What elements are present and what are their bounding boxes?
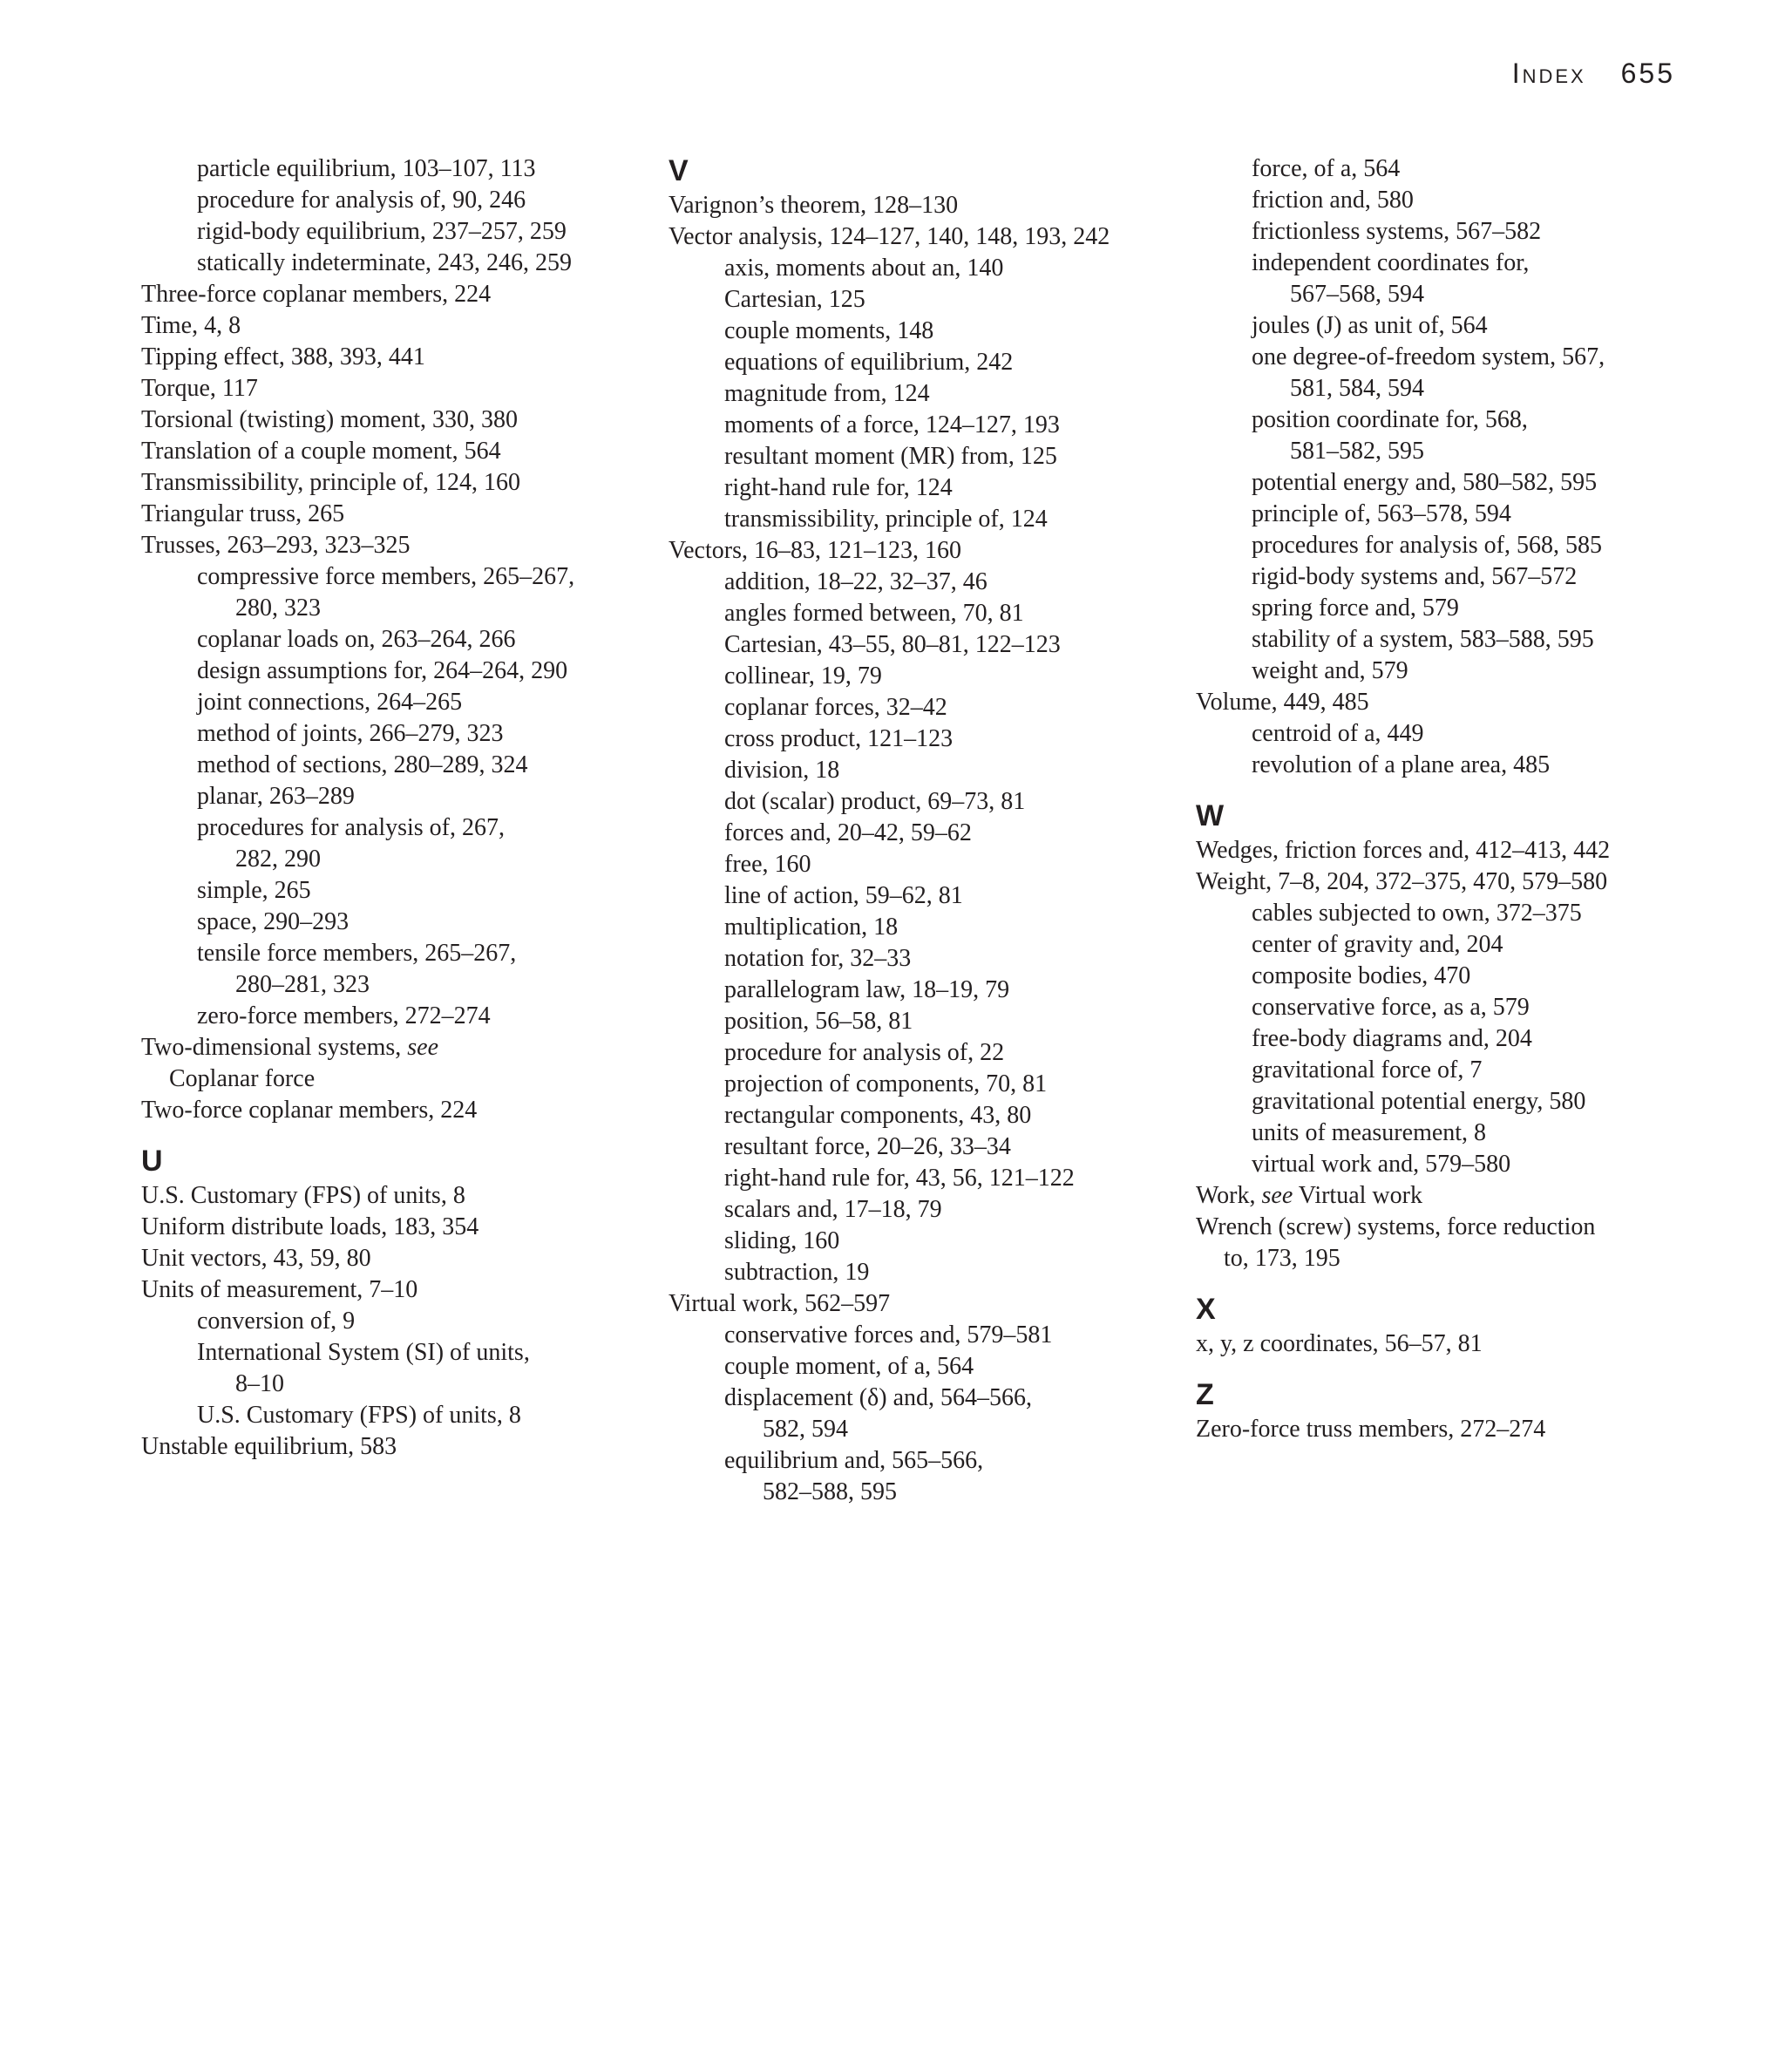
entry-text: Trusses, 263–293, 323–325 bbox=[141, 532, 411, 559]
entry-text: Vector analysis, 124–127, 140, 148, 193, 242 bbox=[669, 223, 1110, 250]
entry-text: displacement (δ) and, 564–566, bbox=[724, 1384, 1032, 1411]
entry-text: U.S. Customary (FPS) of units, 8 bbox=[197, 1402, 521, 1429]
entry-text: units of measurement, 8 bbox=[1252, 1119, 1487, 1146]
index-subentry bbox=[669, 1257, 1183, 1288]
entry-text: Zero-force truss members, 272–274 bbox=[1196, 1416, 1546, 1443]
entry-text: frictionless systems, 567–582 bbox=[1252, 218, 1542, 245]
entry-text: Transmissibility, principle of, 124, 160 bbox=[141, 469, 521, 496]
index-subentry bbox=[1196, 530, 1719, 561]
entry-text: equilibrium and, 565–566, bbox=[724, 1447, 984, 1474]
index-subentry bbox=[141, 1369, 655, 1400]
entry-text: weight and, 579 bbox=[1252, 657, 1408, 684]
index-subentry bbox=[1196, 1023, 1719, 1055]
index-entry bbox=[1196, 687, 1719, 718]
entry-text: method of joints, 266–279, 323 bbox=[197, 720, 504, 747]
index-subentry bbox=[669, 316, 1183, 347]
index-subentry bbox=[669, 1351, 1183, 1382]
entry-text: compressive force members, 265–267, bbox=[197, 563, 575, 590]
entry-text: independent coordinates for, bbox=[1252, 249, 1530, 276]
index-subentry bbox=[1196, 153, 1719, 185]
index-subentry bbox=[141, 1337, 655, 1369]
entry-text: Cartesian, 43–55, 80–81, 122–123 bbox=[724, 631, 1061, 658]
entry-text: collinear, 19, 79 bbox=[724, 662, 882, 690]
entry-text: Unstable equilibrium, 583 bbox=[141, 1433, 397, 1460]
entry-text: spring force and, 579 bbox=[1252, 594, 1459, 622]
index-entry bbox=[141, 1095, 655, 1126]
entry-text: 581, 584, 594 bbox=[1290, 375, 1424, 402]
entry-text: tensile force members, 265–267, bbox=[197, 940, 517, 967]
entry-text: method of sections, 280–289, 324 bbox=[197, 751, 528, 778]
index-subentry bbox=[141, 1001, 655, 1032]
entry-text: Wrench (screw) systems, force reduction bbox=[1196, 1213, 1596, 1240]
index-subentry bbox=[669, 724, 1183, 755]
index-subentry bbox=[669, 1163, 1183, 1194]
index-subentry bbox=[141, 812, 655, 844]
index-subentry bbox=[141, 1063, 655, 1095]
index-entry bbox=[141, 1212, 655, 1243]
entry-text: Coplanar force bbox=[169, 1065, 316, 1092]
entry-text: 8–10 bbox=[235, 1370, 284, 1397]
entry-text-after: Virtual work bbox=[1293, 1182, 1422, 1209]
entry-text: Triangular truss, 265 bbox=[141, 500, 345, 527]
entry-text: subtraction, 19 bbox=[724, 1259, 870, 1286]
index-subentry bbox=[669, 1006, 1183, 1037]
entry-text: parallelogram law, 18–19, 79 bbox=[724, 976, 1010, 1003]
section-letter: W bbox=[1196, 799, 1225, 832]
index-subentry bbox=[141, 875, 655, 907]
index-subentry bbox=[141, 718, 655, 750]
entry-text: couple moments, 148 bbox=[724, 317, 934, 344]
index-entry bbox=[141, 1243, 655, 1274]
index-entry bbox=[1196, 1328, 1719, 1360]
entry-text: Units of measurement, 7–10 bbox=[141, 1276, 418, 1303]
index-subentry bbox=[669, 1445, 1183, 1477]
entry-text: centroid of a, 449 bbox=[1252, 720, 1424, 747]
entry-text: U.S. Customary (FPS) of units, 8 bbox=[141, 1182, 465, 1209]
index-subentry bbox=[1196, 248, 1719, 279]
entry-text: transmissibility, principle of, 124 bbox=[724, 506, 1048, 533]
entry-text: 582, 594 bbox=[763, 1416, 848, 1443]
section-letter: X bbox=[1196, 1293, 1216, 1326]
index-subentry bbox=[141, 185, 655, 216]
index-subentry bbox=[1196, 467, 1719, 499]
index-subentry bbox=[141, 750, 655, 781]
entry-text: Torque, 117 bbox=[141, 375, 258, 402]
index-subentry bbox=[1196, 185, 1719, 216]
index-subentry bbox=[669, 472, 1183, 504]
index-subentry bbox=[1196, 436, 1719, 467]
entry-text: magnitude from, 124 bbox=[724, 380, 930, 407]
index-subentry bbox=[1196, 404, 1719, 436]
entry-text: equations of equilibrium, 242 bbox=[724, 349, 1014, 376]
entry-text: position coordinate for, 568, bbox=[1252, 406, 1528, 433]
index-subentry bbox=[141, 624, 655, 656]
index-subentry bbox=[141, 593, 655, 624]
entry-text: one degree-of-freedom system, 567, bbox=[1252, 343, 1605, 370]
running-title: Index bbox=[1511, 58, 1586, 89]
entry-text: right-hand rule for, 124 bbox=[724, 474, 953, 501]
index-subentry bbox=[1196, 499, 1719, 530]
entry-text: Translation of a couple moment, 564 bbox=[141, 438, 501, 465]
entry-text: Three-force coplanar members, 224 bbox=[141, 281, 492, 308]
entry-text: division, 18 bbox=[724, 757, 840, 784]
entry-text: couple moment, of a, 564 bbox=[724, 1353, 974, 1380]
index-subentry bbox=[1196, 1149, 1719, 1180]
entry-text: rectangular components, 43, 80 bbox=[724, 1102, 1032, 1129]
index-subentry bbox=[141, 561, 655, 593]
index-entry bbox=[141, 342, 655, 373]
entry-text: angles formed between, 70, 81 bbox=[724, 600, 1024, 627]
index-subentry bbox=[669, 598, 1183, 629]
index-subentry bbox=[669, 1226, 1183, 1257]
index-subentry bbox=[669, 1100, 1183, 1131]
entry-text: conversion of, 9 bbox=[197, 1308, 356, 1335]
entry-text: dot (scalar) product, 69–73, 81 bbox=[724, 788, 1026, 815]
entry-text: Virtual work, 562–597 bbox=[669, 1290, 891, 1317]
entry-text: particle equilibrium, 103–107, 113 bbox=[197, 155, 536, 182]
entry-text: addition, 18–22, 32–37, 46 bbox=[724, 568, 988, 595]
index-subentry bbox=[669, 1382, 1183, 1414]
index-subentry bbox=[1196, 898, 1719, 929]
entry-text: to, 173, 195 bbox=[1224, 1245, 1340, 1272]
entry-text: stability of a system, 583–588, 595 bbox=[1252, 626, 1594, 653]
index-subentry bbox=[669, 1194, 1183, 1226]
entry-text: zero-force members, 272–274 bbox=[197, 1002, 491, 1029]
index-entry bbox=[1196, 1414, 1719, 1445]
index-entry bbox=[1196, 1180, 1719, 1212]
entry-text: line of action, 59–62, 81 bbox=[724, 882, 963, 909]
entry-text: notation for, 32–33 bbox=[724, 945, 912, 972]
entry-text: procedure for analysis of, 22 bbox=[724, 1039, 1005, 1066]
section-letter: Z bbox=[1196, 1378, 1214, 1411]
index-subentry bbox=[669, 1037, 1183, 1069]
entry-text: statically indeterminate, 243, 246, 259 bbox=[197, 249, 573, 276]
index-entry bbox=[141, 310, 655, 342]
index-column-2 bbox=[669, 153, 1183, 1508]
entry-text: position, 56–58, 81 bbox=[724, 1008, 913, 1035]
index-entry bbox=[141, 467, 655, 499]
index-entry bbox=[1196, 835, 1719, 866]
index-subentry bbox=[141, 1306, 655, 1337]
index-subentry bbox=[669, 786, 1183, 818]
index-subentry bbox=[669, 284, 1183, 316]
entry-text: center of gravity and, 204 bbox=[1252, 931, 1503, 958]
section-letter: V bbox=[669, 154, 689, 187]
index-subentry bbox=[669, 1477, 1183, 1508]
entry-text: friction and, 580 bbox=[1252, 187, 1414, 214]
entry-text: simple, 265 bbox=[197, 877, 311, 904]
index-subentry bbox=[141, 907, 655, 938]
entry-text: cross product, 121–123 bbox=[724, 725, 954, 752]
entry-text: Wedges, friction forces and, 412–413, 442 bbox=[1196, 837, 1611, 864]
index-subentry bbox=[1196, 561, 1719, 593]
entry-text: multiplication, 18 bbox=[724, 914, 899, 941]
index-subentry bbox=[669, 629, 1183, 661]
index-entry bbox=[141, 1032, 655, 1063]
index-subentry bbox=[1196, 1243, 1719, 1274]
entry-text: International System (SI) of units, bbox=[197, 1339, 530, 1366]
index-subentry bbox=[669, 943, 1183, 975]
index-subentry bbox=[669, 818, 1183, 849]
index-subentry bbox=[669, 1320, 1183, 1351]
entry-text: moments of a force, 124–127, 193 bbox=[724, 411, 1060, 438]
entry-text: gravitational force of, 7 bbox=[1252, 1056, 1483, 1084]
entry-text: design assumptions for, 264–264, 290 bbox=[197, 657, 568, 684]
entry-text: procedures for analysis of, 568, 585 bbox=[1252, 532, 1603, 559]
index-subentry bbox=[1196, 279, 1719, 310]
entry-text: Vectors, 16–83, 121–123, 160 bbox=[669, 537, 961, 564]
index-subentry bbox=[669, 849, 1183, 880]
entry-text: right-hand rule for, 43, 56, 121–122 bbox=[724, 1165, 1075, 1192]
index-subentry bbox=[669, 441, 1183, 472]
entry-text: joules (J) as unit of, 564 bbox=[1252, 312, 1488, 339]
entry-text: 582–588, 595 bbox=[763, 1478, 897, 1505]
entry-text: Unit vectors, 43, 59, 80 bbox=[141, 1245, 371, 1272]
entry-text: coplanar loads on, 263–264, 266 bbox=[197, 626, 516, 653]
entry-text: procedures for analysis of, 267, bbox=[197, 814, 506, 841]
index-subentry bbox=[141, 781, 655, 812]
entry-text: Time, 4, 8 bbox=[141, 312, 241, 339]
index-subentry bbox=[1196, 342, 1719, 373]
entry-text: Uniform distribute loads, 183, 354 bbox=[141, 1213, 479, 1240]
index-column-3 bbox=[1196, 153, 1719, 1445]
index-subentry bbox=[1196, 961, 1719, 992]
index-subentry bbox=[669, 1069, 1183, 1100]
page-header bbox=[1512, 58, 1675, 90]
index-subentry bbox=[141, 938, 655, 969]
entry-text: Volume, 449, 485 bbox=[1196, 689, 1369, 716]
see-reference: see bbox=[1261, 1182, 1293, 1209]
index-subentry bbox=[669, 880, 1183, 912]
section-letter: U bbox=[141, 1145, 163, 1178]
index-entry bbox=[141, 1180, 655, 1212]
index-subentry bbox=[1196, 1086, 1719, 1118]
see-reference: see bbox=[407, 1034, 439, 1061]
entry-text: free, 160 bbox=[724, 851, 811, 878]
entry-text: 280–281, 323 bbox=[235, 971, 370, 998]
index-subentry bbox=[1196, 750, 1719, 781]
index-subentry bbox=[669, 1414, 1183, 1445]
entry-text: free-body diagrams and, 204 bbox=[1252, 1025, 1532, 1052]
entry-text: rigid-body systems and, 567–572 bbox=[1252, 563, 1578, 590]
index-subentry bbox=[669, 253, 1183, 284]
index-subentry bbox=[1196, 216, 1719, 248]
index-subentry bbox=[1196, 1055, 1719, 1086]
entry-text: Two-dimensional systems, bbox=[141, 1034, 408, 1061]
entry-text: joint connections, 264–265 bbox=[197, 689, 463, 716]
index-entry bbox=[141, 499, 655, 530]
index-subentry bbox=[141, 1400, 655, 1431]
page-number: 655 bbox=[1620, 58, 1675, 89]
entry-text: 581–582, 595 bbox=[1290, 438, 1424, 465]
index-entry bbox=[669, 221, 1183, 253]
index-subentry bbox=[1196, 992, 1719, 1023]
index-entry bbox=[141, 404, 655, 436]
index-subentry bbox=[669, 410, 1183, 441]
index-subentry bbox=[1196, 373, 1719, 404]
index-entry bbox=[1196, 1212, 1719, 1243]
index-subentry bbox=[1196, 1118, 1719, 1149]
entry-text: space, 290–293 bbox=[197, 908, 350, 935]
entry-text: Tipping effect, 388, 393, 441 bbox=[141, 343, 425, 370]
entry-text: procedure for analysis of, 90, 246 bbox=[197, 187, 526, 214]
entry-text: Torsional (twisting) moment, 330, 380 bbox=[141, 406, 519, 433]
entry-text: rigid-body equilibrium, 237–257, 259 bbox=[197, 218, 567, 245]
index-subentry bbox=[141, 216, 655, 248]
index-subentry bbox=[141, 969, 655, 1001]
index-subentry bbox=[141, 844, 655, 875]
index-subentry bbox=[141, 656, 655, 687]
index-entry bbox=[141, 279, 655, 310]
index-subentry bbox=[669, 692, 1183, 724]
index-entry bbox=[669, 535, 1183, 567]
index-entry bbox=[669, 190, 1183, 221]
entry-text: planar, 263–289 bbox=[197, 783, 355, 810]
index-subentry bbox=[1196, 593, 1719, 624]
entry-text: scalars and, 17–18, 79 bbox=[724, 1196, 942, 1223]
index-subentry bbox=[1196, 310, 1719, 342]
index-subentry bbox=[669, 378, 1183, 410]
index-subentry bbox=[669, 912, 1183, 943]
entry-text: virtual work and, 579–580 bbox=[1252, 1151, 1511, 1178]
entry-text: Weight, 7–8, 204, 372–375, 470, 579–580 bbox=[1196, 868, 1608, 895]
entry-text: forces and, 20–42, 59–62 bbox=[724, 819, 972, 846]
index-subentry bbox=[141, 248, 655, 279]
index-subentry bbox=[1196, 718, 1719, 750]
entry-text: composite bodies, 470 bbox=[1252, 962, 1471, 989]
entry-text: x, y, z coordinates, 56–57, 81 bbox=[1196, 1330, 1483, 1357]
entry-text: projection of components, 70, 81 bbox=[724, 1070, 1048, 1097]
index-subentry bbox=[669, 1131, 1183, 1163]
entry-text: 280, 323 bbox=[235, 594, 321, 622]
index-subentry bbox=[669, 347, 1183, 378]
index-subentry bbox=[1196, 929, 1719, 961]
index-entry bbox=[141, 1431, 655, 1463]
index-subentry bbox=[1196, 656, 1719, 687]
index-entry bbox=[1196, 866, 1719, 898]
entry-text: resultant moment (MR) from, 125 bbox=[724, 443, 1057, 470]
entry-text: Varignon’s theorem, 128–130 bbox=[669, 192, 959, 219]
index-subentry bbox=[141, 687, 655, 718]
index-subentry bbox=[141, 153, 655, 185]
entry-text: Cartesian, 125 bbox=[724, 286, 865, 313]
index-entry bbox=[141, 1274, 655, 1306]
entry-text: cables subjected to own, 372–375 bbox=[1252, 900, 1582, 927]
entry-text: sliding, 160 bbox=[724, 1227, 840, 1254]
index-subentry bbox=[1196, 624, 1719, 656]
entry-text: coplanar forces, 32–42 bbox=[724, 694, 947, 721]
entry-text: 282, 290 bbox=[235, 846, 321, 873]
index-entry bbox=[141, 373, 655, 404]
index-entry bbox=[669, 1288, 1183, 1320]
entry-text: principle of, 563–578, 594 bbox=[1252, 500, 1511, 527]
entry-text: resultant force, 20–26, 33–34 bbox=[724, 1133, 1011, 1160]
entry-text: Two-force coplanar members, 224 bbox=[141, 1097, 478, 1124]
entry-text: Work, bbox=[1196, 1182, 1262, 1209]
entry-text: axis, moments about an, 140 bbox=[724, 255, 1004, 282]
index-subentry bbox=[669, 661, 1183, 692]
index-subentry bbox=[669, 504, 1183, 535]
entry-text: force, of a, 564 bbox=[1252, 155, 1401, 182]
index-subentry bbox=[669, 975, 1183, 1006]
index-subentry bbox=[669, 567, 1183, 598]
entry-text: conservative forces and, 579–581 bbox=[724, 1321, 1053, 1348]
entry-text: gravitational potential energy, 580 bbox=[1252, 1088, 1586, 1115]
index-subentry bbox=[669, 755, 1183, 786]
index-entry bbox=[141, 530, 655, 561]
index-column-1 bbox=[141, 153, 655, 1463]
entry-text: 567–568, 594 bbox=[1290, 281, 1424, 308]
entry-text: potential energy and, 580–582, 595 bbox=[1252, 469, 1598, 496]
entry-text: conservative force, as a, 579 bbox=[1252, 994, 1530, 1021]
index-entry bbox=[141, 436, 655, 467]
entry-text: revolution of a plane area, 485 bbox=[1252, 751, 1551, 778]
